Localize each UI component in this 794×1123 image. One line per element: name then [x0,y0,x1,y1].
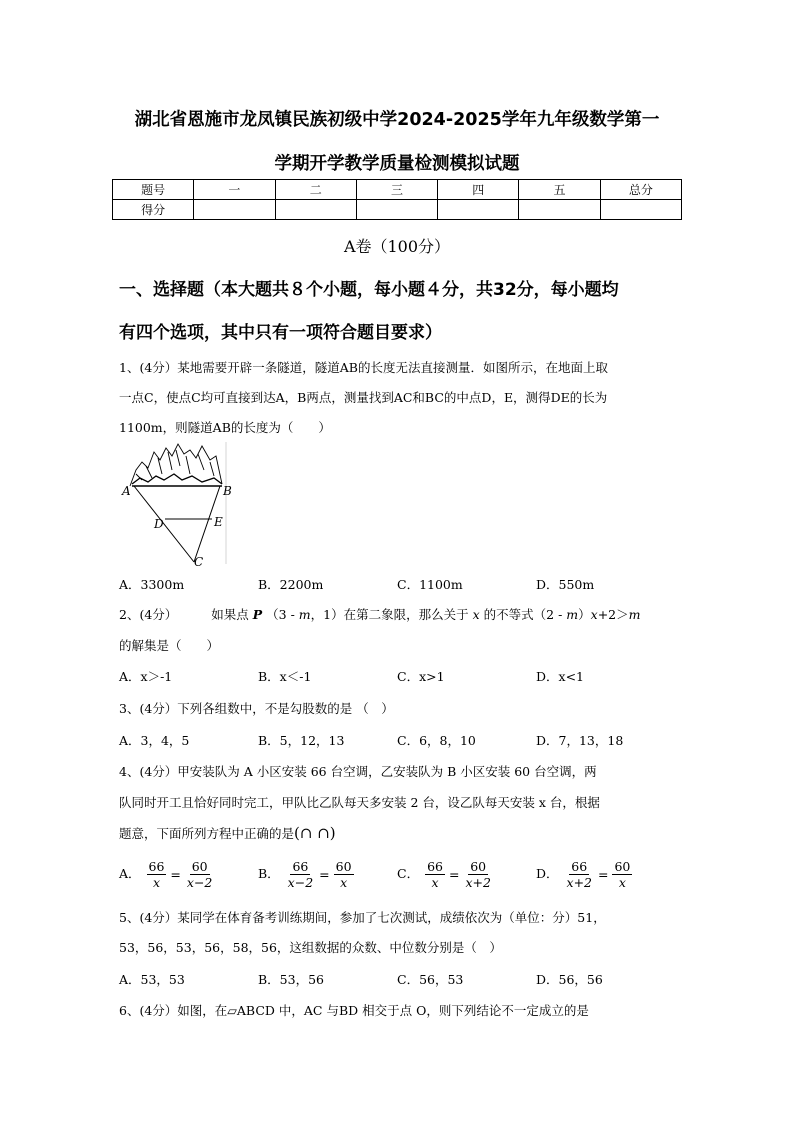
q2-text-seg: +2＞ [597,607,629,622]
q5-text-line2: 53，56，53，56，58，56，这组数据的众数、中位数分别是（ ） [119,940,502,955]
q1-option-d[interactable]: D．550m [536,577,595,592]
q2-text-seg: 如果点 [211,607,249,622]
q2-option-b[interactable]: B．x＜-1 [258,669,312,684]
section-heading-line2: 有四个选项，其中只有一项符合题目要求） [119,323,442,343]
exam-title-line1: 湖北省恩施市龙凤镇民族初级中学2024-2025学年九年级数学第一 [134,110,660,130]
q2-var-p: P [252,607,263,622]
denominator: x+2 [465,875,491,890]
q2-var-x: x [590,607,598,622]
denominator: x−2 [287,875,314,890]
score-input-cell[interactable] [194,200,275,220]
label-b: B [223,484,232,498]
q2-text-seg: ） [578,607,591,622]
denominator: x [340,875,348,890]
section-heading-line1: 一、选择题（本大题共８个小题，每小题４分，共32分，每小题均 [119,280,619,300]
score-input-cell[interactable] [356,200,437,220]
q5-text-line1: 5、(4分）某同学在体育备考训练期间，参加了七次测试，成绩依次为（单位：分）51， [119,910,606,925]
label-d: D [154,517,164,531]
q3-option-d[interactable]: D．7，13，18 [536,733,624,748]
volume-heading: A卷（100分） [343,237,451,256]
q5-option-d[interactable]: D．56，56 [536,972,603,987]
numerator: 66 [292,859,309,874]
numerator: 60 [191,859,208,874]
q4-option-a[interactable] [119,859,216,890]
fraction [286,859,315,890]
q4-answer-paren: (∩ ∩) [294,824,336,842]
q3-text-line1: 3、(4分）下列各组数中，不是勾股数的是 （ ） [119,701,394,716]
q3-option-c[interactable]: C．6，8，10 [397,733,476,748]
score-table-cell: 二 [275,180,356,200]
q2-option-a[interactable]: A．x＞-1 [119,669,173,684]
score-input-cell[interactable] [519,200,600,220]
fraction [463,859,492,890]
segment-ac [134,486,194,562]
numerator: 66 [148,859,165,874]
label-a: A [122,484,131,498]
q2-option-d[interactable]: D．x<1 [536,669,584,684]
score-table-cell: 五 [519,180,600,200]
fraction [185,859,214,890]
q2-text-line2: 的解集是（ ） [119,638,220,653]
q4-option-b[interactable] [258,859,356,890]
equals-sign: = [170,867,181,882]
q2-text-seg: 的不等式（2 - [483,607,567,622]
denominator: x [431,875,439,890]
score-table-cell: 一 [194,180,275,200]
q3-option-a[interactable]: A．3，4，5 [119,733,190,748]
score-table-cell: 总分 [600,180,681,200]
equals-sign: = [448,867,460,882]
q4-text-line3 [119,824,336,842]
tunnel-figure [118,440,234,567]
q2-var-m: m [566,607,579,622]
score-input-cell[interactable] [275,200,356,220]
denominator: x−2 [186,875,213,890]
numerator: 66 [571,859,588,874]
fraction [425,859,445,890]
q1-text-line2: 一点C，使点C均可直接到达A，B两点，测量找到AC和BC的中点D，E，测得DE的长为 [119,390,608,405]
exam-title-line2: 学期开学教学质量检测模拟试题 [274,154,520,174]
q2-text-seg: ，1）在第二象限，那么关于 [310,607,469,622]
fraction [565,859,594,890]
q5-option-b[interactable]: B．53，56 [258,972,324,987]
score-table-cell: 四 [438,180,519,200]
q4-text-line2: 队同时开工且恰好同时完工，甲队比乙队每天多安装 2 台，设乙队每天安装 x 台，根据 [119,795,600,810]
q1-option-a[interactable]: A．3300m [119,577,185,592]
score-table-cell: 得分 [113,200,194,220]
q2-text-seg: （3 - [266,607,299,622]
q2-var-m: m [298,607,311,622]
numerator: 66 [427,859,443,874]
score-table [112,179,682,220]
q2-text-line1 [119,605,641,623]
q4-question-text: 题意，下面所列方程中正确的是 [119,826,295,841]
score-input-cell[interactable] [438,200,519,220]
q1-text-line3: 1100m，则隧道AB的长度为（ ） [119,420,331,435]
equals-sign: = [598,867,609,882]
score-table-cell: 三 [356,180,437,200]
q4-option-d[interactable] [536,859,634,890]
label-c: C [194,555,204,567]
q4-text-line1: 4、(4分）甲安装队为 A 小区安装 66 台空调，乙安装队为 B 小区安装 60 台空调，两 [119,764,597,779]
q5-option-c[interactable]: C．56，53 [397,972,464,987]
q1-text-line1: 1、(4分）某地需要开辟一条隧道，隧道AB的长度无法直接测量．如图所示，在地面上取 [119,360,608,375]
fraction [612,859,632,890]
q4-option-c[interactable] [397,859,495,890]
score-input-cell[interactable] [600,200,681,220]
q6-text-line1: 6、(4分）如图，在▱ABCD 中，AC 与BD 相交于点 O，则下列结论不一定成立的是 [119,1003,589,1018]
q2-prefix: 2、(4分） [119,607,178,622]
mountain-drawing [130,444,222,486]
label-e: E [214,515,223,529]
score-table-score-row [113,200,682,220]
numerator: 60 [614,859,631,874]
fraction [334,859,354,890]
equals-sign: = [319,867,330,882]
q4-option-label: C． [397,866,420,881]
q4-option-label: D． [536,866,559,881]
score-table-header-row [113,180,682,200]
q5-option-a[interactable]: A．53，53 [119,972,185,987]
q1-option-c[interactable]: C．1100m [397,577,463,592]
q4-option-label: B． [258,866,280,881]
fraction [147,859,167,890]
q4-option-label: A． [119,866,141,881]
q2-option-c[interactable]: C．x>1 [397,669,445,684]
numerator: 60 [470,859,487,874]
denominator: x [152,875,160,890]
q1-option-b[interactable]: B．2200m [258,577,324,592]
denominator: x+2 [566,875,592,890]
score-table-cell: 题号 [113,180,194,200]
q3-option-b[interactable]: B．5，12，13 [258,733,345,748]
numerator: 60 [335,859,352,874]
denominator: x [618,875,626,890]
q2-var-m: m [628,607,641,622]
q2-var-x: x [472,607,480,622]
